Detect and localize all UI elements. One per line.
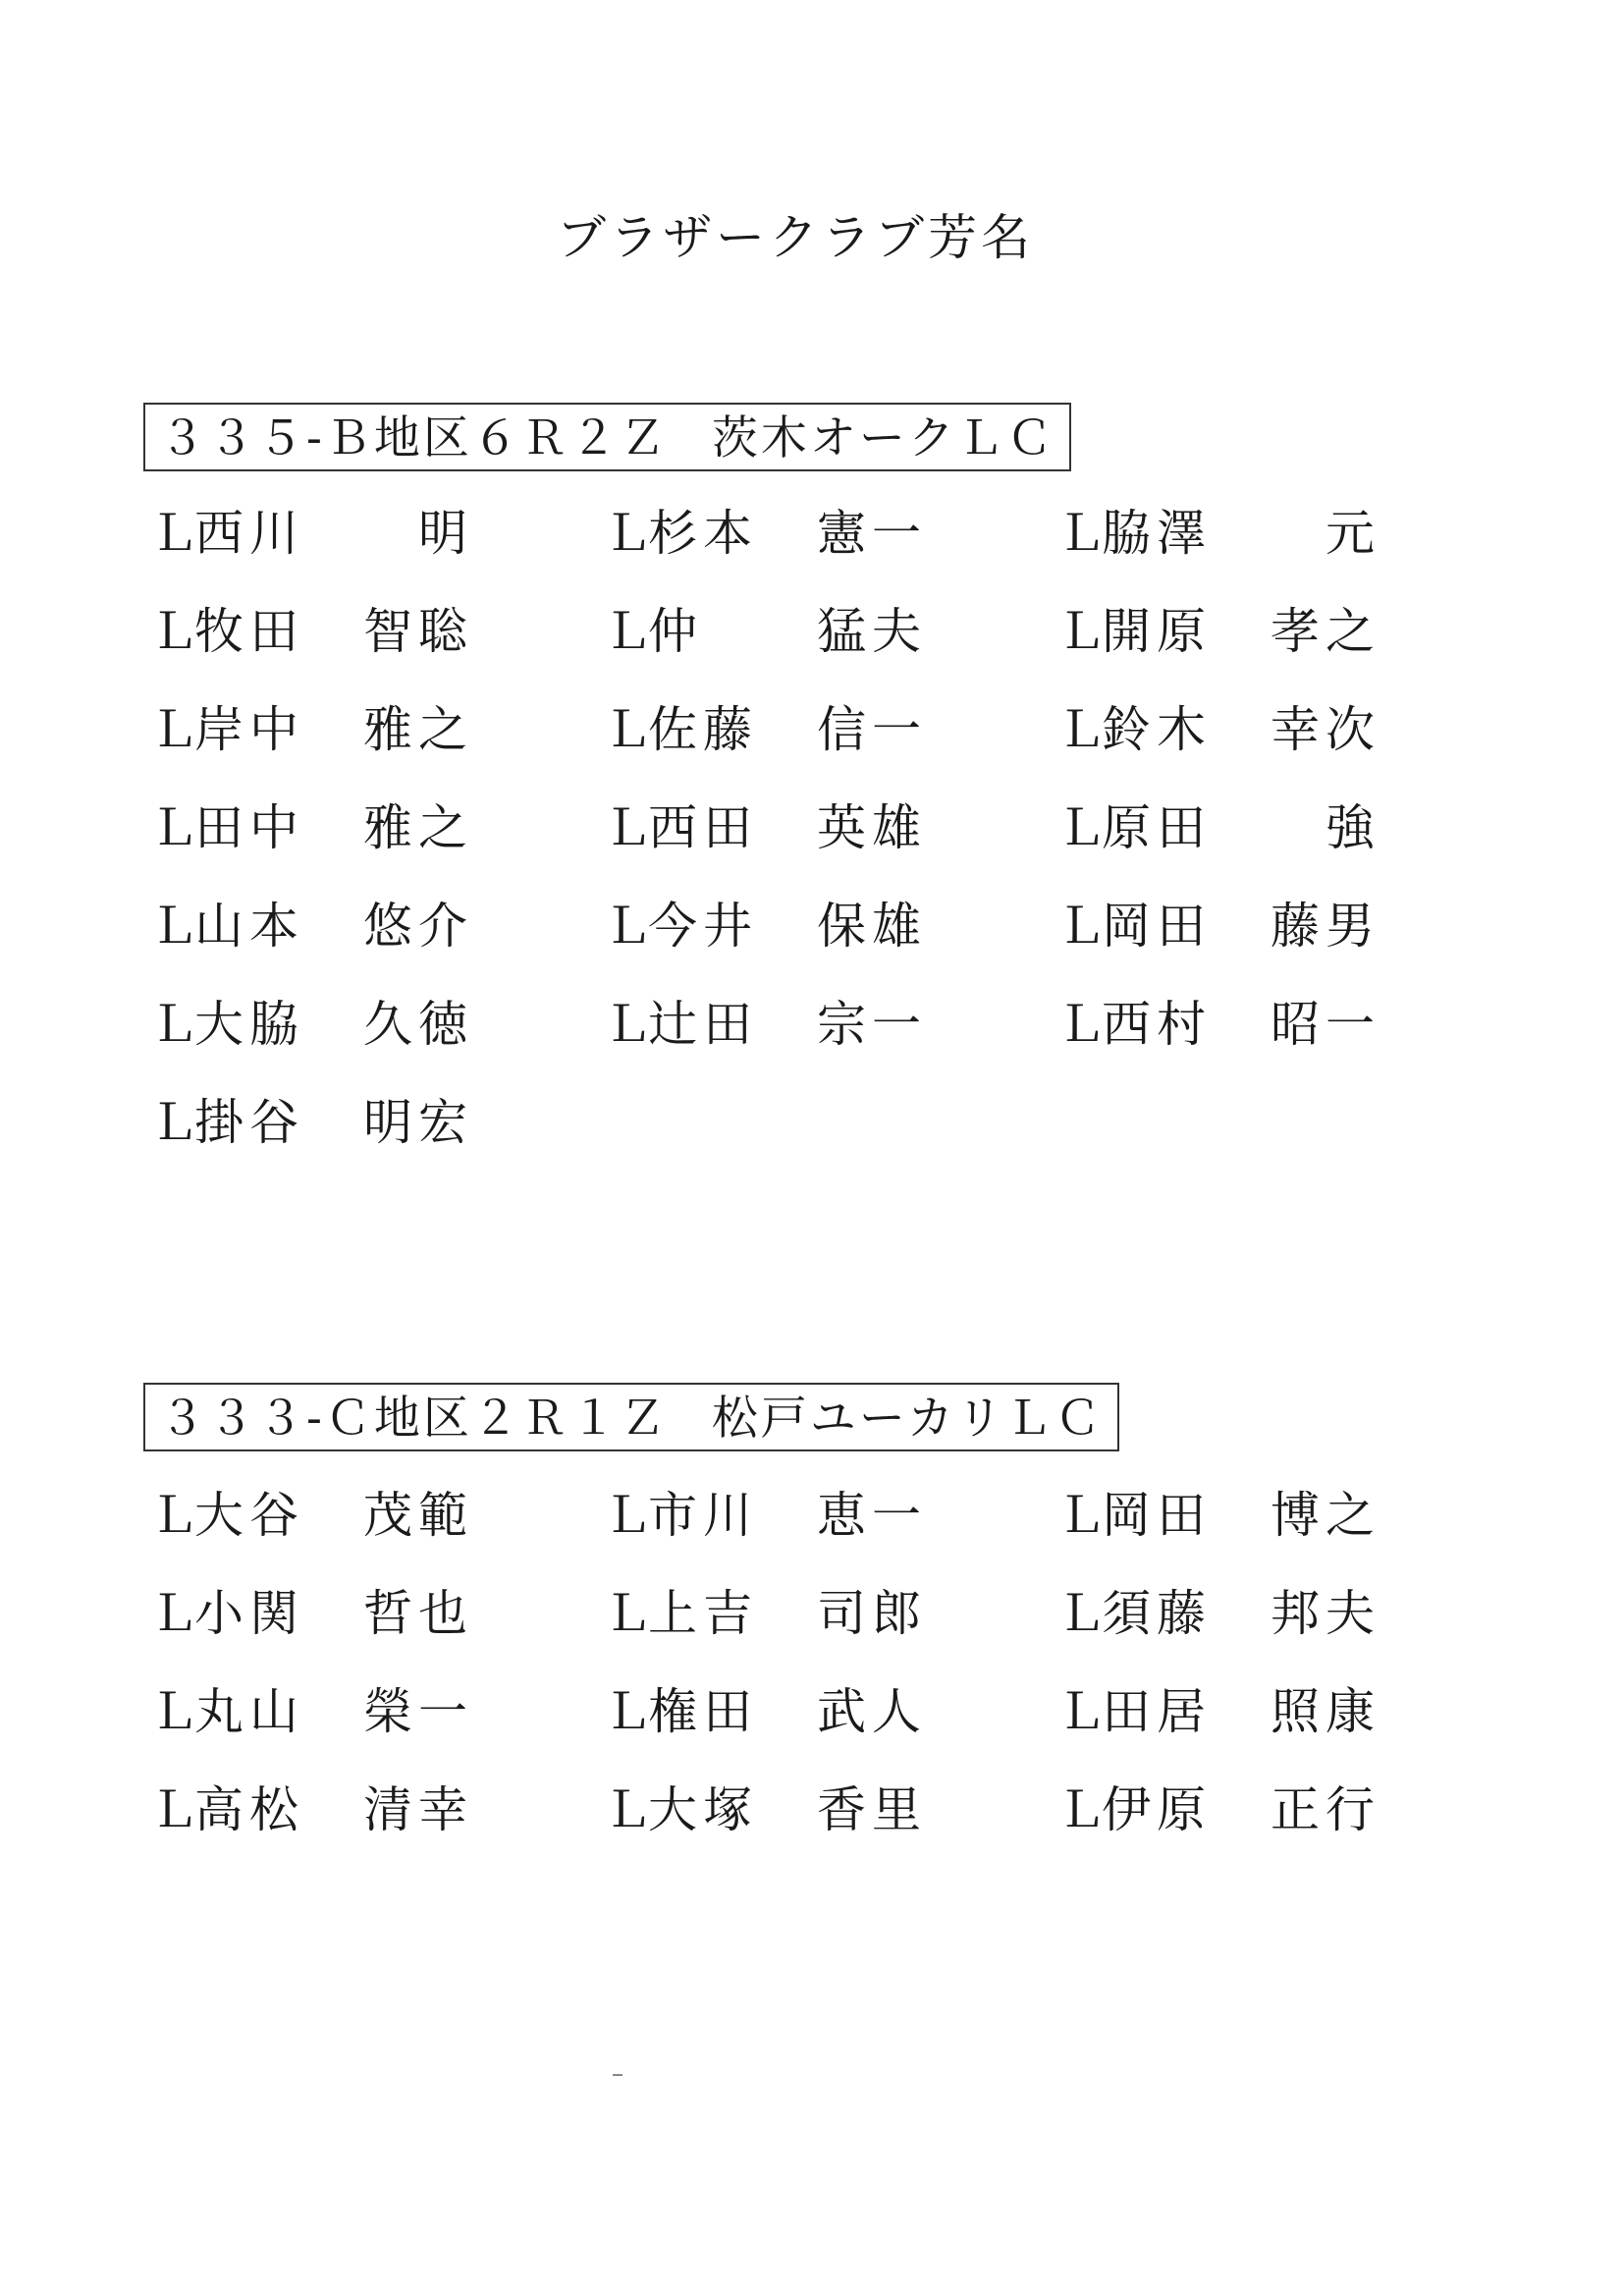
member-prefix: Ｌ <box>1056 996 1106 1053</box>
member-prefix: Ｌ <box>149 701 198 758</box>
member-entry <box>149 892 473 960</box>
member-family-name: 西村 <box>1102 996 1212 1053</box>
member-prefix: Ｌ <box>1056 701 1106 758</box>
member-given-name: 香里 <box>817 1781 927 1838</box>
member-entry <box>149 1088 473 1157</box>
club-name-label: 松戸ユーカリＬＣ <box>711 1392 1104 1446</box>
member-prefix: Ｌ <box>1056 1683 1106 1740</box>
club-heading <box>143 1383 1119 1451</box>
member-row <box>149 695 1406 793</box>
member-prefix: Ｌ <box>603 603 652 660</box>
member-family-name: 岸中 <box>194 701 304 758</box>
member-family-name: 鈴木 <box>1102 701 1212 758</box>
member-entry <box>1056 499 1380 568</box>
member-family-name: 大谷 <box>194 1487 304 1544</box>
member-prefix: Ｌ <box>603 1487 652 1544</box>
member-family-name: 辻田 <box>648 996 758 1053</box>
member-family-name: 牧田 <box>194 603 304 660</box>
member-given-name: 昭一 <box>1271 996 1380 1053</box>
member-prefix: Ｌ <box>149 1094 198 1151</box>
member-family-name: 西田 <box>648 799 758 856</box>
member-family-name: 高松 <box>194 1781 304 1838</box>
scan-mark <box>613 2074 622 2076</box>
member-given-name: 茂範 <box>363 1487 473 1544</box>
member-entry <box>603 597 927 666</box>
club-zone-label: ３３３-Ｃ地区２Ｒ１Ｚ <box>159 1392 669 1446</box>
member-prefix: Ｌ <box>603 1781 652 1838</box>
member-family-name: 山本 <box>194 898 304 955</box>
page-title: ブラザークラブ芳名 <box>557 209 1034 266</box>
member-row <box>149 1481 1406 1579</box>
member-given-name: 久徳 <box>363 996 473 1053</box>
member-entry <box>149 1677 473 1746</box>
member-entry <box>1056 1677 1380 1746</box>
member-family-name: 小関 <box>194 1585 304 1642</box>
member-family-name: 西川 <box>194 505 304 562</box>
member-prefix: Ｌ <box>1056 1585 1106 1642</box>
member-family-name: 今井 <box>648 898 758 955</box>
member-prefix: Ｌ <box>149 1781 198 1838</box>
member-family-name: 佐藤 <box>648 701 758 758</box>
member-given-name: 元 <box>1325 505 1380 562</box>
member-prefix: Ｌ <box>1056 1781 1106 1838</box>
member-entry <box>603 1481 927 1550</box>
member-entry <box>1056 695 1380 764</box>
member-prefix: Ｌ <box>603 1683 652 1740</box>
member-row <box>149 597 1406 695</box>
member-family-name: 岡田 <box>1102 1487 1212 1544</box>
member-given-name: 恵一 <box>817 1487 927 1544</box>
member-prefix: Ｌ <box>149 1487 198 1544</box>
member-given-name: 幸次 <box>1271 701 1380 758</box>
member-row <box>149 1579 1406 1677</box>
member-entry <box>1056 1579 1380 1648</box>
member-given-name: 保雄 <box>817 898 927 955</box>
member-given-name: 武人 <box>817 1683 927 1740</box>
club-name-label: 茨木オークＬＣ <box>711 411 1055 465</box>
member-given-name: 雅之 <box>363 701 473 758</box>
member-entry <box>603 892 927 960</box>
member-prefix: Ｌ <box>149 996 198 1053</box>
member-prefix: Ｌ <box>149 1585 198 1642</box>
member-entry <box>1056 1776 1380 1844</box>
member-family-name: 権田 <box>648 1683 758 1740</box>
member-prefix: Ｌ <box>1056 898 1106 955</box>
member-entry <box>149 499 473 568</box>
club-heading <box>143 403 1071 471</box>
member-list <box>149 499 1406 1186</box>
member-given-name: 藤男 <box>1271 898 1380 955</box>
member-entry <box>149 793 473 862</box>
member-given-name: 邦夫 <box>1271 1585 1380 1642</box>
member-entry <box>1056 892 1380 960</box>
member-entry <box>603 1677 927 1746</box>
member-family-name: 田居 <box>1102 1683 1212 1740</box>
member-prefix: Ｌ <box>603 898 652 955</box>
member-given-name: 明宏 <box>363 1094 473 1151</box>
member-given-name: 悠介 <box>363 898 473 955</box>
member-prefix: Ｌ <box>1056 505 1106 562</box>
member-entry <box>1056 793 1380 862</box>
member-family-name: 原田 <box>1102 799 1212 856</box>
member-entry <box>149 1481 473 1550</box>
member-family-name: 掛谷 <box>194 1094 304 1151</box>
member-family-name: 杉本 <box>648 505 758 562</box>
member-given-name: 宗一 <box>817 996 927 1053</box>
member-given-name: 孝之 <box>1271 603 1380 660</box>
member-family-name: 伊原 <box>1102 1781 1212 1838</box>
member-row <box>149 990 1406 1088</box>
member-family-name: 開原 <box>1102 603 1212 660</box>
member-prefix: Ｌ <box>149 898 198 955</box>
member-given-name: 清幸 <box>363 1781 473 1838</box>
member-row <box>149 499 1406 597</box>
member-given-name: 雅之 <box>363 799 473 856</box>
member-given-name: 榮一 <box>363 1683 473 1740</box>
member-family-name: 丸山 <box>194 1683 304 1740</box>
member-given-name: 憲一 <box>817 505 927 562</box>
member-family-name: 田中 <box>194 799 304 856</box>
member-row <box>149 793 1406 892</box>
member-family-name: 仲 <box>648 603 703 660</box>
member-family-name: 岡田 <box>1102 898 1212 955</box>
member-family-name: 市川 <box>648 1487 758 1544</box>
member-family-name: 須藤 <box>1102 1585 1212 1642</box>
member-entry <box>603 1579 927 1648</box>
member-entry <box>1056 1481 1380 1550</box>
member-prefix: Ｌ <box>1056 603 1106 660</box>
member-given-name: 信一 <box>817 701 927 758</box>
member-row <box>149 1088 1406 1186</box>
member-entry <box>603 1776 927 1844</box>
member-entry <box>603 793 927 862</box>
member-given-name: 英雄 <box>817 799 927 856</box>
member-given-name: 明 <box>418 505 473 562</box>
member-entry <box>149 695 473 764</box>
member-row <box>149 1677 1406 1776</box>
club-zone-label: ３３５-Ｂ地区６Ｒ２Ｚ <box>159 411 669 465</box>
member-row <box>149 1776 1406 1874</box>
member-entry <box>149 990 473 1059</box>
member-prefix: Ｌ <box>603 701 652 758</box>
member-given-name: 照康 <box>1271 1683 1380 1740</box>
member-prefix: Ｌ <box>149 603 198 660</box>
member-list <box>149 1481 1406 1874</box>
member-prefix: Ｌ <box>149 1683 198 1740</box>
member-prefix: Ｌ <box>603 505 652 562</box>
member-prefix: Ｌ <box>149 799 198 856</box>
member-prefix: Ｌ <box>149 505 198 562</box>
member-given-name: 猛夫 <box>817 603 927 660</box>
member-family-name: 大塚 <box>648 1781 758 1838</box>
member-family-name: 大脇 <box>194 996 304 1053</box>
member-family-name: 上吉 <box>648 1585 758 1642</box>
member-entry <box>1056 990 1380 1059</box>
member-entry <box>149 597 473 666</box>
member-entry <box>603 695 927 764</box>
member-family-name: 脇澤 <box>1102 505 1212 562</box>
member-prefix: Ｌ <box>603 799 652 856</box>
member-given-name: 哲也 <box>363 1585 473 1642</box>
member-prefix: Ｌ <box>603 1585 652 1642</box>
member-prefix: Ｌ <box>603 996 652 1053</box>
member-given-name: 博之 <box>1271 1487 1380 1544</box>
member-entry <box>149 1579 473 1648</box>
member-row <box>149 892 1406 990</box>
member-given-name: 智聡 <box>363 603 473 660</box>
member-entry <box>1056 597 1380 666</box>
member-prefix: Ｌ <box>1056 1487 1106 1544</box>
member-entry <box>603 990 927 1059</box>
member-given-name: 強 <box>1325 799 1380 856</box>
member-given-name: 正行 <box>1271 1781 1380 1838</box>
member-entry <box>149 1776 473 1844</box>
member-given-name: 司郎 <box>817 1585 927 1642</box>
member-entry <box>603 499 927 568</box>
member-prefix: Ｌ <box>1056 799 1106 856</box>
